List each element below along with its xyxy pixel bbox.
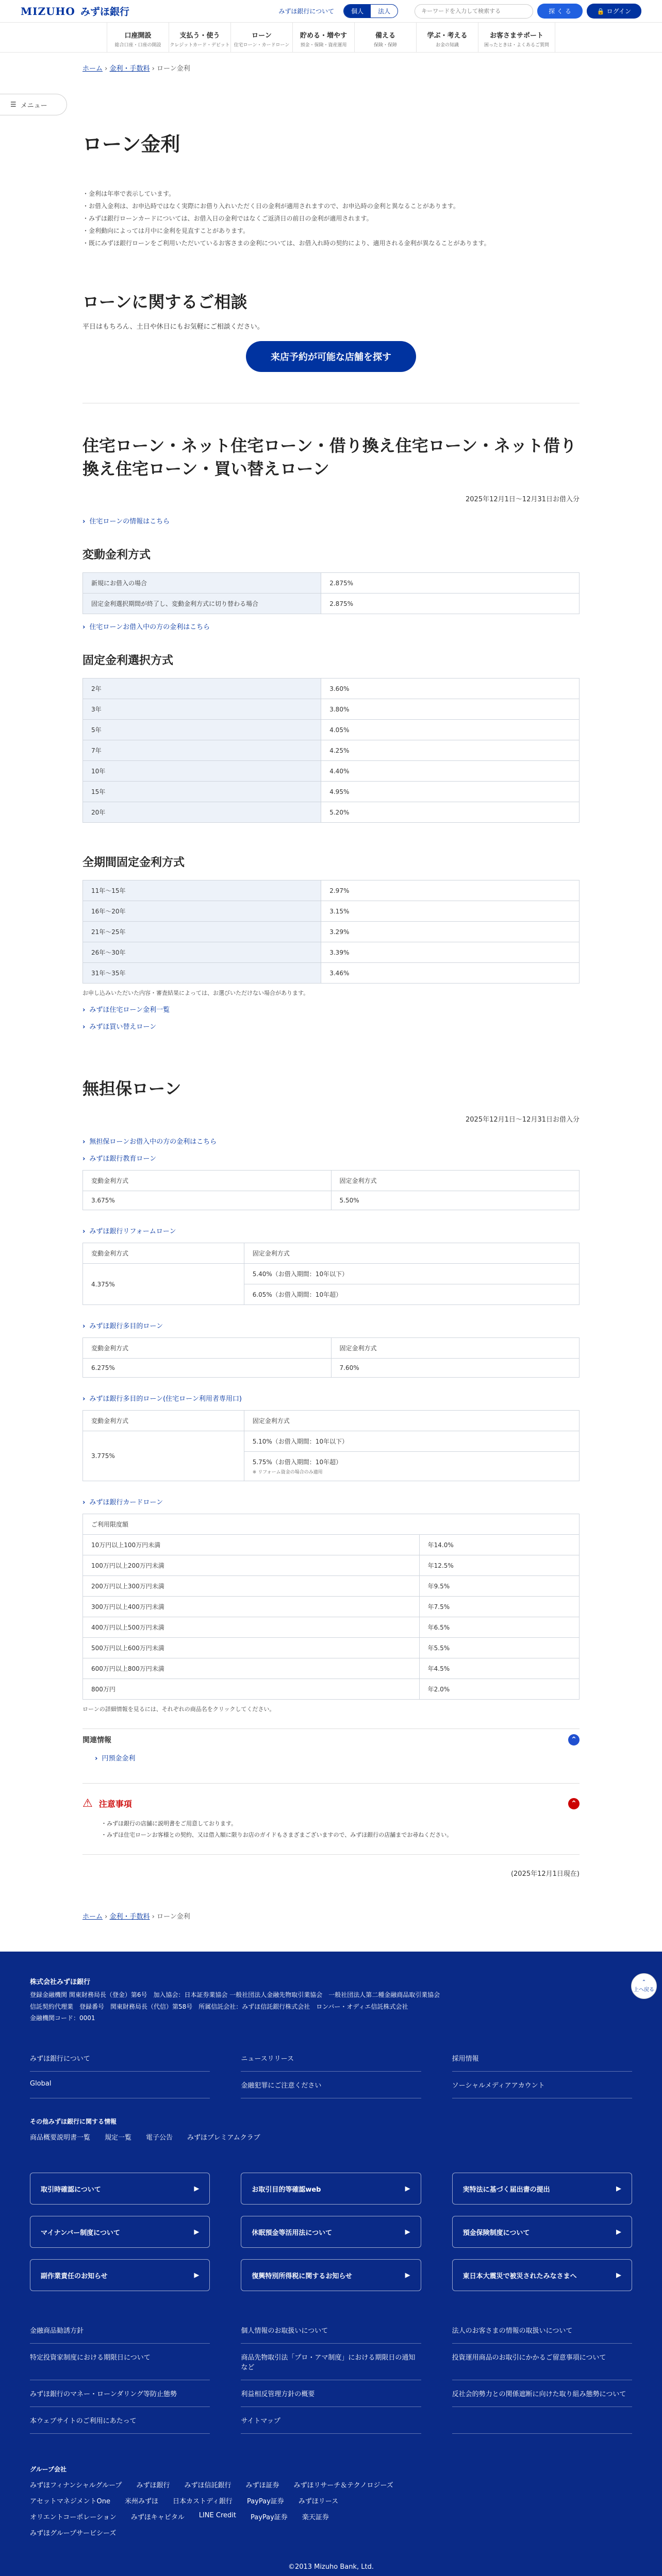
row-value: 年6.5% <box>419 1617 579 1638</box>
notice-button[interactable] <box>241 2259 421 2291</box>
col-header: 変動金利方式 <box>83 1411 244 1431</box>
table-row <box>83 594 580 614</box>
group-link[interactable]: LINE Credit <box>198 2512 236 2520</box>
group-link[interactable]: PayPay証券 <box>246 2498 284 2506</box>
nav-sub: 預金・保険・資産運用 <box>300 43 347 48</box>
site-header <box>0 0 662 53</box>
cell-note: ※ リフォーム資金の場合のみ適用 <box>252 1470 323 1476</box>
row-value: 2.875% <box>321 594 580 614</box>
caution-title: 注意事項 <box>98 1799 132 1809</box>
col-header: 固定金利方式 <box>244 1411 579 1431</box>
nav-item-loan[interactable] <box>230 23 292 52</box>
caution-item: ・ みずほ住宅ローンお客様との契約、又は借入額に限りお店のガイドもさまざまございますので、みずほ銀行の店舗までお尋ねください。 <box>101 1829 580 1841</box>
col-header: 固定金利方式 <box>244 1243 579 1264</box>
breadcrumb-rates[interactable]: 金利・手数料 <box>109 1913 150 1921</box>
group-title: グループ会社 <box>30 2466 67 2473</box>
housing-date: 2025年12月1日〜12月31日お借入分 <box>466 496 580 504</box>
caution-header[interactable] <box>82 1797 580 1810</box>
group-link[interactable]: アセットマネジメントOne <box>30 2498 110 2506</box>
breadcrumb-rates[interactable]: 金利・手数料 <box>109 65 150 73</box>
copyright: ©2013 Mizuho Bank, Ltd. <box>288 2563 374 2571</box>
row-label: 500万円以上600万円未満 <box>83 1638 420 1658</box>
caution-accordion[interactable] <box>82 1784 580 1855</box>
group-companies <box>30 2465 632 2537</box>
rate-notes <box>82 188 580 249</box>
table-row <box>83 679 580 699</box>
company-registration: 登録金融機関 関東財務局長（登金）第6号 加入協会：日本証券業協会 一般社団法人金融先物取引業協会 一般社団法人第二種金融商品取引業協会 <box>30 1991 440 1998</box>
group-link[interactable]: みずほフィナンシャルグループ <box>30 2482 122 2490</box>
footer-link[interactable]: 反社会的勢力との関係遮断に向けた取り組み態勢について <box>452 2380 632 2407</box>
row-label: 800万円 <box>83 1679 420 1700</box>
row-label: 5年 <box>83 720 321 740</box>
notice-label: 休眠預金等活用法について <box>252 2229 333 2237</box>
fixed-title: 固定金利選択方式 <box>82 654 174 668</box>
chevron-up-icon[interactable]: ⌃ <box>568 1798 580 1809</box>
cell-value: 5.75%（お借入期間：10年超） <box>252 1459 342 1466</box>
col-header: 固定金利方式 <box>331 1338 580 1359</box>
row-label: 15年 <box>83 782 321 802</box>
notice-button[interactable] <box>30 2173 210 2205</box>
group-link[interactable]: みずほリサーチ＆テクノロジーズ <box>293 2482 393 2490</box>
group-link[interactable]: オリエントコーポレーション <box>30 2514 117 2522</box>
row-value: 年12.5% <box>419 1555 579 1576</box>
nav-title: ローン <box>252 32 272 40</box>
notice-label: 取引時確認について <box>41 2185 101 2194</box>
row-value: 年4.5% <box>419 1658 579 1679</box>
nav-sub: クレジットカード・デビット <box>170 43 230 48</box>
row-label: 100万円以上200万円未満 <box>83 1555 420 1576</box>
global-nav <box>0 23 662 53</box>
unsecured-existing-link[interactable]: › 無担保ローンお借入中の方の金利はこちら <box>82 1136 580 1146</box>
housing-rate-list-link[interactable]: › みずほ住宅ローン金利一覧 <box>82 1004 580 1014</box>
multipurpose-housing-user-link[interactable]: › みずほ銀行多目的ローン(住宅ローン利用者専用口) <box>82 1393 580 1403</box>
footer-link[interactable]: 個人情報のお取扱いについて <box>241 2317 421 2344</box>
housing-info-link[interactable]: › 住宅ローンの情報はこちら <box>82 516 580 526</box>
multipurpose-housing-user-table <box>82 1410 580 1481</box>
footer-link[interactable]: 金融犯罪にご注意ください <box>241 2072 421 2098</box>
logo-mizuho: MIZUHO <box>21 5 75 18</box>
triangle-right-icon: ▶ <box>194 2228 200 2236</box>
triangle-right-icon: ▶ <box>405 2184 410 2193</box>
notice-button[interactable] <box>30 2259 210 2291</box>
table-row <box>83 1191 580 1210</box>
group-link[interactable]: みずほキャピタル <box>130 2514 185 2522</box>
row-value: 4.95% <box>321 782 580 802</box>
breadcrumb-home[interactable]: ホーム <box>82 1913 103 1921</box>
group-link[interactable]: PayPay証券 <box>250 2514 288 2522</box>
group-links-row <box>30 2512 632 2521</box>
nav-title: お客さまサポート <box>489 32 543 40</box>
notice-label: マイナンバー制度について <box>41 2229 120 2237</box>
table-row <box>83 963 580 984</box>
cell: 3.675% <box>83 1191 332 1210</box>
group-links-row <box>30 2496 632 2505</box>
table-row <box>83 880 580 901</box>
header-links <box>278 4 641 19</box>
menu-label: メニュー <box>20 101 47 110</box>
company-name: 株式会社みずほ銀行 <box>30 1978 91 1987</box>
cell: 6.05%（お借入期間：10年超） <box>244 1284 579 1305</box>
footer-link[interactable] <box>452 2407 632 2434</box>
table-row <box>83 699 580 720</box>
triangle-right-icon: ▶ <box>194 2271 200 2279</box>
row-value: 3.15% <box>321 901 580 922</box>
brand-logo[interactable] <box>21 4 129 18</box>
breadcrumb-current: ローン金利 <box>157 1913 190 1921</box>
unsecured-note: ローンの詳細情報を見るには、それぞれの商品名をクリックしてください。 <box>82 1706 275 1713</box>
housing-note: お申し込みいただいた内容・審査結果によっては、お選びいただけない場合があります。 <box>82 990 309 997</box>
page-top-label: 上へ戻る <box>634 1987 654 1993</box>
nav-item-prepare[interactable] <box>354 23 416 52</box>
triangle-right-icon: ▶ <box>616 2184 621 2193</box>
row-value: 5.20% <box>321 802 580 823</box>
table-row <box>83 1617 580 1638</box>
notice-label: 復興特別所得税に関するお知らせ <box>252 2272 352 2280</box>
related-title: 関連情報 <box>82 1736 111 1745</box>
menu-button[interactable] <box>0 94 67 115</box>
row-value: 年2.0% <box>419 1679 579 1700</box>
nav-sub: お金の知識 <box>435 43 459 48</box>
hamburger-icon: ☰ <box>10 100 16 109</box>
search-input[interactable] <box>415 4 533 19</box>
nav-title: 貯める・増やす <box>300 32 347 40</box>
other-info-title: その他みずほ銀行に関する情報 <box>30 2118 117 2126</box>
replacement-loan-link[interactable]: › みずほ買い替えローン <box>82 1021 580 1031</box>
consult-title: ローンに関するご相談 <box>82 292 247 312</box>
chevron-right-icon: › <box>105 1913 108 1921</box>
housing-existing-link[interactable]: › 住宅ローンお借入中の方の金利はこちら <box>82 621 580 631</box>
cell: 7.60% <box>331 1359 580 1378</box>
audience-switch <box>343 4 398 18</box>
caution-list <box>82 1818 580 1841</box>
consult-section <box>82 291 580 372</box>
full-fixed-table <box>82 880 580 984</box>
search-button[interactable]: 探 く る <box>537 4 583 19</box>
table-row <box>83 1679 580 1700</box>
nav-title: 学ぶ・考える <box>427 32 468 40</box>
row-value: 3.29% <box>321 922 580 942</box>
row-value: 4.25% <box>321 740 580 761</box>
row-value: 年5.5% <box>419 1638 579 1658</box>
row-label: 新規にお借入の場合 <box>83 573 321 594</box>
multipurpose-loan-table <box>82 1337 580 1378</box>
row-label: 21年〜25年 <box>83 922 321 942</box>
notice-button[interactable] <box>452 2216 632 2248</box>
chevron-up-icon[interactable]: ⌃ <box>568 1734 580 1745</box>
row-label: 固定金利選択期間が終了し、変動金利方式に切り替わる場合 <box>83 594 321 614</box>
yen-deposit-rate-link[interactable]: › 円預金金利 <box>95 1753 580 1762</box>
table-row <box>83 1576 580 1597</box>
find-branch-button[interactable]: 来店予約が可能な店舗を探す <box>246 341 416 372</box>
row-value: 年14.0% <box>419 1535 579 1555</box>
nav-sub: 保険・保障 <box>373 43 397 48</box>
row-value: 2.875% <box>321 573 580 594</box>
notice-button[interactable] <box>452 2259 632 2291</box>
table-row <box>83 901 580 922</box>
group-link[interactable]: みずほグループサービシーズ <box>30 2530 117 2538</box>
table-row <box>83 720 580 740</box>
notice-button[interactable] <box>30 2216 210 2248</box>
row-label: 400万円以上500万円未満 <box>83 1617 420 1638</box>
table-row <box>83 740 580 761</box>
fixed-rate-table <box>82 678 580 823</box>
chevron-right-icon: › <box>105 65 108 73</box>
row-label: 31年〜35年 <box>83 963 321 984</box>
cell: 5.10%（お借入期間：10年以下） <box>244 1431 579 1452</box>
row-value: 3.80% <box>321 699 580 720</box>
group-links-row <box>30 2480 632 2489</box>
caution-item: ・ みずほ銀行の店舗に説明書をご用意しております。 <box>101 1818 580 1829</box>
education-loan-table <box>82 1170 580 1210</box>
site-footer <box>0 1952 662 2576</box>
chevron-right-icon: › <box>152 65 155 73</box>
notice-label: 副作業責任のお知らせ <box>41 2272 108 2280</box>
footer-link[interactable]: 採用情報 <box>452 2045 632 2072</box>
breadcrumb-current: ローン金利 <box>157 65 190 73</box>
notice-label: 預金保険制度について <box>462 2229 530 2237</box>
unsecured-loan-section <box>82 1077 580 1713</box>
col-header: 変動金利方式 <box>83 1171 332 1191</box>
triangle-right-icon: ▶ <box>405 2228 410 2236</box>
row-value: 年7.5% <box>419 1597 579 1617</box>
group-link[interactable]: 日本カストディ銀行 <box>172 2498 233 2506</box>
triangle-right-icon: ▶ <box>194 2184 200 2193</box>
unsecured-title: 無担保ローン <box>82 1079 181 1099</box>
row-label: 2年 <box>83 679 321 699</box>
group-link[interactable]: みずほ銀行 <box>136 2482 170 2490</box>
unsecured-date: 2025年12月1日〜12月31日お借入分 <box>466 1116 580 1124</box>
table-header-row <box>83 1243 580 1264</box>
footer-link[interactable]: みずほプレミアムクラブ <box>187 2134 260 2142</box>
table-header-row <box>83 1411 580 1431</box>
footer-link[interactable]: 法人のお客さまの情報の取扱いについて <box>452 2317 632 2344</box>
footer-link[interactable]: サイトマップ <box>241 2407 421 2434</box>
cell: 3.775% <box>83 1431 244 1481</box>
row-label: 10年 <box>83 761 321 782</box>
education-loan-link[interactable]: › みずほ銀行教育ローン <box>82 1153 580 1163</box>
row-label: 200万円以上300万円未満 <box>83 1576 420 1597</box>
row-label: 10万円以上100万円未満 <box>83 1535 420 1555</box>
login-label: ログイン <box>606 8 631 15</box>
breadcrumb-bottom <box>82 1890 580 1921</box>
footer-link[interactable]: 特定投資家制度における期限日について <box>30 2344 210 2380</box>
nav-item-pay[interactable] <box>169 23 230 52</box>
chevron-right-icon: › <box>152 1913 155 1921</box>
footer-link[interactable]: Global <box>30 2072 210 2098</box>
breadcrumb-home[interactable]: ホーム <box>82 65 103 73</box>
footer-link[interactable]: ニュースリリース <box>241 2045 421 2072</box>
nav-sub: 総合口座・口座の開設 <box>114 43 161 48</box>
nav-item-save[interactable] <box>292 23 354 52</box>
col-header: 変動金利方式 <box>83 1243 244 1264</box>
footer-policy-links <box>30 2317 632 2434</box>
group-link[interactable]: みずほ証券 <box>245 2482 279 2490</box>
table-header-row <box>83 1171 580 1191</box>
chevron-up-icon: ⌃ <box>641 1979 647 1985</box>
table-row <box>83 1264 580 1284</box>
notice-label: 実特法に基づく届出書の提出 <box>462 2185 550 2194</box>
card-loan-table <box>82 1514 580 1700</box>
note-item: ・ お借入金利は、お申込時ではなく実際にお借り入れいただく日の金利が適用されますので、お申込時の金利と異なることがあります。 <box>82 200 580 212</box>
nav-title: 口座開設 <box>124 32 152 40</box>
full-fixed-title: 全期間固定金利方式 <box>82 856 185 870</box>
note-item: ・ 金利動向によっては月中に金利を見直すことがあります。 <box>82 225 580 237</box>
company-code: 金融機関コード：0001 <box>30 2014 95 2022</box>
footer-link[interactable]: 商品先物取引法「プロ・アマ制度」における期限日の通知など <box>241 2344 421 2380</box>
nav-sub: 住宅ローン・カードローン <box>234 43 290 48</box>
row-label: 7年 <box>83 740 321 761</box>
lock-icon: 🔒 <box>597 8 607 15</box>
login-button[interactable] <box>587 4 641 19</box>
page-top-button[interactable] <box>631 1973 657 1999</box>
company-trust: 信託契約代理業 登録番号 関東財務局長（代信）第58号 所属信託会社：みずほ信託銀行株式会社 ロンバー・オディエ信託株式会社 <box>30 2003 408 2010</box>
notice-label: 東日本大震災で被災されたみなさまへ <box>462 2272 577 2280</box>
footer-link[interactable]: 電子公告 <box>146 2134 173 2142</box>
row-value: 3.46% <box>321 963 580 984</box>
multipurpose-loan-link[interactable]: › みずほ銀行多目的ローン <box>82 1320 580 1330</box>
row-label: 26年〜30年 <box>83 942 321 963</box>
table-row <box>83 922 580 942</box>
group-link[interactable]: みずほリース <box>298 2498 339 2506</box>
footer-link[interactable]: 商品概要説明書一覧 <box>30 2134 91 2142</box>
reform-loan-link[interactable]: › みずほ銀行リフォームローン <box>82 1226 580 1235</box>
consult-lead: 平日はもちろん、土日や休日にもお気軽にご相談ください。 <box>82 323 264 331</box>
row-label: 300万円以上400万円未満 <box>83 1597 420 1617</box>
row-value: 2.97% <box>321 880 580 901</box>
cell <box>244 1452 579 1481</box>
col-header: ご利用限度額 <box>83 1514 580 1535</box>
warning-icon: ⚠ <box>82 1797 93 1810</box>
logo-bank-name: みずほ銀行 <box>80 6 129 18</box>
nav-title: 備える <box>375 32 395 40</box>
tab-corporate[interactable]: 法人 <box>378 8 391 15</box>
row-label: 16年〜20年 <box>83 901 321 922</box>
row-value: 3.39% <box>321 942 580 963</box>
table-row <box>83 1535 580 1555</box>
cell: 5.40%（お借入期間：10年以下） <box>244 1264 579 1284</box>
related-info-accordion[interactable] <box>82 1728 580 1784</box>
note-item: ・ みずほ銀行ローンカードについては、お借入日の金利ではなくご返済日の前日の金利が適用されます。 <box>82 212 580 225</box>
triangle-right-icon: ▶ <box>616 2271 621 2279</box>
footer-notice-buttons <box>30 2173 632 2291</box>
table-row <box>83 782 580 802</box>
row-label: 11年〜15年 <box>83 880 321 901</box>
row-label: 600万円以上800万円未満 <box>83 1658 420 1679</box>
footer-link[interactable]: 投資運用商品のお取引にかかるご留意事項について <box>452 2344 632 2380</box>
nav-item-support[interactable] <box>478 23 555 52</box>
footer-link[interactable]: みずほ銀行のマネー・ローンダリング等防止態勢 <box>30 2380 210 2407</box>
table-row <box>83 1638 580 1658</box>
main-content <box>0 128 662 1921</box>
cell: 4.375% <box>83 1264 244 1305</box>
footer-link[interactable]: 本ウェブサイトのご利用にあたって <box>30 2407 210 2434</box>
group-link[interactable]: みずほ信託銀行 <box>184 2482 231 2490</box>
notice-button[interactable] <box>452 2173 632 2205</box>
other-info-links <box>30 2132 632 2142</box>
cell: 6.275% <box>83 1359 332 1378</box>
notice-button[interactable] <box>241 2216 421 2248</box>
nav-item-learn[interactable] <box>416 23 478 52</box>
footer-main-links <box>30 2045 632 2098</box>
table-row <box>83 1658 580 1679</box>
footer-link[interactable]: 利益相反管理方針の概要 <box>241 2380 421 2407</box>
notice-button[interactable] <box>241 2173 421 2205</box>
nav-title: 支払う・使う <box>179 32 220 40</box>
variable-title: 変動金利方式 <box>82 549 151 562</box>
breadcrumb <box>0 53 662 82</box>
nav-sub: 困ったときは・よくあるご質問 <box>484 43 549 48</box>
row-value: 年9.5% <box>419 1576 579 1597</box>
note-item: ・ 金利は年率で表示しています。 <box>82 188 580 200</box>
col-header: 固定金利方式 <box>331 1171 580 1191</box>
note-item: ・ 既にみずほ銀行ローンをご利用いただいているお客さまの金利については、お借入れ時の契約により、適用される金利が異なることがあります。 <box>82 237 580 249</box>
group-link[interactable]: 楽天証券 <box>302 2514 329 2522</box>
housing-title: 住宅ローン・ネット住宅ローン・借り換え住宅ローン・ネット借り換え住宅ローン・買い替えローン <box>82 435 577 479</box>
table-header-row <box>83 1338 580 1359</box>
table-row <box>83 761 580 782</box>
triangle-right-icon: ▶ <box>405 2271 410 2279</box>
header-top <box>0 0 662 23</box>
footer-link[interactable]: 規定一覧 <box>105 2134 132 2142</box>
row-value: 4.40% <box>321 761 580 782</box>
group-link[interactable]: 米州みずほ <box>124 2498 158 2506</box>
company-info <box>30 1976 632 2024</box>
row-label: 20年 <box>83 802 321 823</box>
col-header: 変動金利方式 <box>83 1338 332 1359</box>
nav-item-account[interactable] <box>107 23 169 52</box>
table-row <box>83 573 580 594</box>
table-row <box>83 1597 580 1617</box>
row-label: 3年 <box>83 699 321 720</box>
footer-link[interactable]: ソーシャルメディアアカウント <box>452 2072 632 2098</box>
card-loan-link[interactable]: › みずほ銀行カードローン <box>82 1497 580 1506</box>
table-row <box>83 1431 580 1452</box>
tab-personal[interactable]: 個人 <box>344 5 371 18</box>
table-header-row <box>83 1514 580 1535</box>
table-row <box>83 802 580 823</box>
variable-rate-table <box>82 572 580 614</box>
row-value: 3.60% <box>321 679 580 699</box>
about-link[interactable]: みずほ銀行について <box>278 8 335 15</box>
housing-loan-section <box>82 434 580 1031</box>
cell: 5.50% <box>331 1191 580 1210</box>
accordion-header[interactable] <box>82 1734 580 1745</box>
table-row <box>83 942 580 963</box>
triangle-right-icon: ▶ <box>616 2228 621 2236</box>
table-row <box>83 1359 580 1378</box>
row-value: 4.05% <box>321 720 580 740</box>
footer-link[interactable]: 金融商品勧誘方針 <box>30 2317 210 2344</box>
as-of-date: (2025年12月1日現在) <box>510 1870 580 1878</box>
notice-label: お取引目的等確認web <box>252 2185 321 2194</box>
footer-link[interactable]: みずほ銀行について <box>30 2045 210 2072</box>
reform-loan-table <box>82 1243 580 1305</box>
table-row <box>83 1555 580 1576</box>
group-links-row <box>30 2528 632 2537</box>
page-title: ローン金利 <box>82 133 180 156</box>
